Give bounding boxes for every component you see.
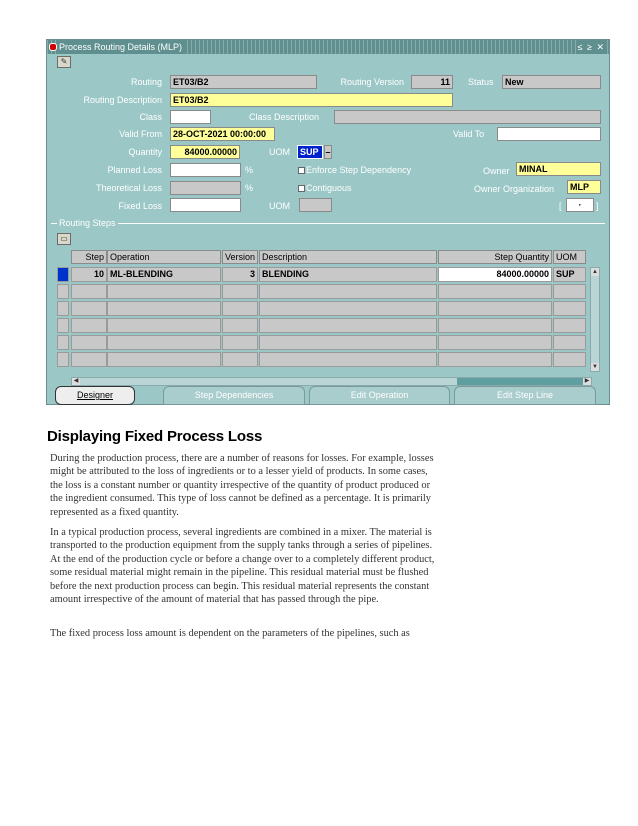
empty-cell[interactable] — [553, 284, 586, 299]
folder-tools-icon[interactable]: ▭ — [57, 233, 71, 245]
class-description-label: Class Description — [249, 112, 320, 122]
routing-version-field[interactable]: 11 — [411, 75, 453, 89]
step-dependencies-button[interactable]: Step Dependencies — [163, 386, 305, 405]
empty-cell[interactable] — [438, 284, 552, 299]
empty-cell[interactable] — [259, 284, 437, 299]
window-icon — [49, 43, 57, 51]
empty-cell[interactable] — [553, 318, 586, 333]
empty-cell[interactable] — [222, 318, 258, 333]
edit-operation-button[interactable]: Edit Operation — [309, 386, 450, 405]
class-description-field[interactable] — [334, 110, 601, 124]
row-selector[interactable] — [57, 284, 69, 299]
uom-field[interactable]: SUP — [297, 145, 323, 159]
routing-description-label: Routing Description — [83, 95, 162, 105]
empty-cell[interactable] — [107, 284, 221, 299]
horizontal-scroll-thumb[interactable] — [457, 378, 583, 385]
paragraph-2-text: In a typical production process, several ingredients are combined in a mixer. The material is transported to the production equipment from the supply tanks through a series of pipelines. At the end of the production cycle or before a change over to a completely different product, some residual material might remain in the pipeline. This residual material must be flushed before the next production process can begin. This residual material represents the constant amount irrespective of the amount of material that has passed through the pipe. — [50, 527, 435, 606]
owner-label: Owner — [483, 166, 510, 176]
cell-version[interactable]: 3 — [222, 267, 258, 282]
routing-field[interactable]: ET03/B2 — [170, 75, 317, 89]
col-header-version: Version — [222, 250, 258, 264]
planned-loss-field[interactable] — [170, 163, 241, 177]
folder-icon[interactable]: ✎ — [57, 56, 71, 68]
enforce-step-label: Enforce Step Dependency — [306, 165, 412, 175]
status-label: Status — [468, 77, 494, 87]
fixed-loss-label: Fixed Loss — [118, 201, 162, 211]
empty-cell[interactable] — [553, 335, 586, 350]
edit-step-line-button[interactable]: Edit Step Line — [454, 386, 596, 405]
empty-cell[interactable] — [553, 352, 586, 367]
scroll-right-icon[interactable]: ▶ — [584, 378, 590, 384]
col-header-description: Description — [259, 250, 437, 264]
scroll-left-icon[interactable]: ◀ — [73, 378, 79, 384]
col-header-operation: Operation — [107, 250, 221, 264]
cell-step-quantity[interactable]: 84000.00000 — [438, 267, 552, 282]
vertical-scrollbar[interactable] — [590, 267, 600, 372]
routing-label: Routing — [130, 77, 162, 87]
valid-from-field[interactable]: 28-OCT-2021 00:00:00 — [170, 127, 275, 141]
routing-description-field[interactable]: ET03/B2 — [170, 93, 453, 107]
planned-loss-label: Planned Loss — [107, 165, 162, 175]
empty-cell[interactable] — [222, 352, 258, 367]
empty-cell[interactable] — [259, 301, 437, 316]
row-selector-active[interactable] — [57, 267, 69, 282]
class-label: Class — [139, 112, 162, 122]
contiguous-label: Contiguous — [306, 183, 352, 193]
owner-organization-field[interactable]: MLP — [567, 180, 601, 194]
contiguous-checkbox[interactable] — [298, 185, 305, 192]
valid-to-field[interactable] — [497, 127, 601, 141]
row-selector[interactable] — [57, 335, 69, 350]
theoretical-loss-percent: % — [245, 183, 254, 193]
designer-button[interactable] — [55, 386, 135, 405]
quantity-field[interactable]: 84000.00000 — [170, 145, 240, 159]
scroll-down-icon[interactable]: ▼ — [592, 364, 598, 370]
section-heading: Displaying Fixed Process Loss — [47, 428, 263, 445]
routing-steps-divider — [51, 223, 605, 224]
planned-loss-percent: % — [245, 165, 254, 175]
empty-cell[interactable] — [71, 318, 107, 333]
row-selector[interactable] — [57, 352, 69, 367]
paragraph-3-text: The fixed process loss amount is dependent on the parameters of the pipelines, such as — [50, 628, 410, 639]
valid-from-label: Valid From — [119, 129, 162, 139]
empty-cell[interactable] — [222, 284, 258, 299]
empty-cell[interactable] — [71, 335, 107, 350]
paragraph-1-text: During the production process, there are a number of reasons for losses. For example, losses might be attributed to the loss of ingredients or to a lesser yield of products. In some cases, the loss is a constant number or quantity irrespective of the quantity of product produced or the ingredient consumed. This type of loss cannot be defined as a percentage. It is primarily represented as a fixed quantity. — [50, 453, 434, 518]
valid-to-label: Valid To — [453, 129, 485, 139]
class-field[interactable] — [170, 110, 211, 124]
scroll-up-icon[interactable]: ▲ — [592, 269, 598, 275]
uom-label: UOM — [269, 147, 290, 157]
col-header-uom: UOM — [553, 250, 586, 264]
owner-field[interactable]: MINAL — [516, 162, 601, 176]
empty-cell[interactable] — [107, 301, 221, 316]
dff-bracket-right: ] — [596, 201, 599, 211]
cell-description[interactable]: BLENDING — [259, 267, 437, 282]
routing-version-label: Routing Version — [340, 77, 404, 87]
paragraph-3 — [50, 627, 442, 640]
dff-field[interactable]: · — [566, 198, 594, 212]
routing-steps-label: Routing Steps — [59, 218, 116, 228]
cell-uom[interactable]: SUP — [553, 267, 586, 282]
window-title: Process Routing Details (MLP) — [59, 40, 186, 54]
paragraph-2 — [50, 526, 442, 606]
empty-cell[interactable] — [438, 352, 552, 367]
uom-lov-button[interactable]: – — [325, 147, 331, 157]
owner-organization-label: Owner Organization — [474, 184, 555, 194]
empty-cell[interactable] — [71, 301, 107, 316]
empty-cell[interactable] — [71, 352, 107, 367]
theoretical-loss-label: Theoretical Loss — [95, 183, 162, 193]
empty-cell[interactable] — [553, 301, 586, 316]
empty-cell[interactable] — [259, 335, 437, 350]
quantity-label: Quantity — [128, 147, 162, 157]
empty-cell[interactable] — [259, 318, 437, 333]
theoretical-loss-field[interactable] — [170, 181, 241, 195]
process-routing-window — [46, 39, 610, 405]
empty-cell[interactable] — [438, 301, 552, 316]
paragraph-1 — [50, 452, 442, 519]
designer-button-label: Designer — [76, 390, 114, 400]
fixed-loss-uom-label: UOM — [269, 201, 290, 211]
window-controls[interactable]: ≤ ≥ ✕ — [577, 42, 605, 52]
col-header-step: Step — [71, 250, 107, 264]
dff-bracket-left: [ — [559, 201, 562, 211]
empty-cell[interactable] — [438, 335, 552, 350]
col-header-step-quantity: Step Quantity — [438, 250, 552, 264]
fixed-loss-field[interactable] — [170, 198, 241, 212]
row-selector[interactable] — [57, 301, 69, 316]
cell-step[interactable]: 10 — [71, 267, 107, 282]
empty-cell[interactable] — [107, 335, 221, 350]
cell-operation[interactable]: ML-BLENDING — [107, 267, 221, 282]
row-selector[interactable] — [57, 318, 69, 333]
empty-cell[interactable] — [107, 352, 221, 367]
status-field[interactable]: New — [502, 75, 601, 89]
empty-cell[interactable] — [222, 335, 258, 350]
empty-cell[interactable] — [438, 318, 552, 333]
empty-cell[interactable] — [259, 352, 437, 367]
enforce-step-checkbox[interactable] — [298, 167, 305, 174]
empty-cell[interactable] — [71, 284, 107, 299]
empty-cell[interactable] — [222, 301, 258, 316]
fixed-loss-uom-field[interactable] — [299, 198, 332, 212]
empty-cell[interactable] — [107, 318, 221, 333]
